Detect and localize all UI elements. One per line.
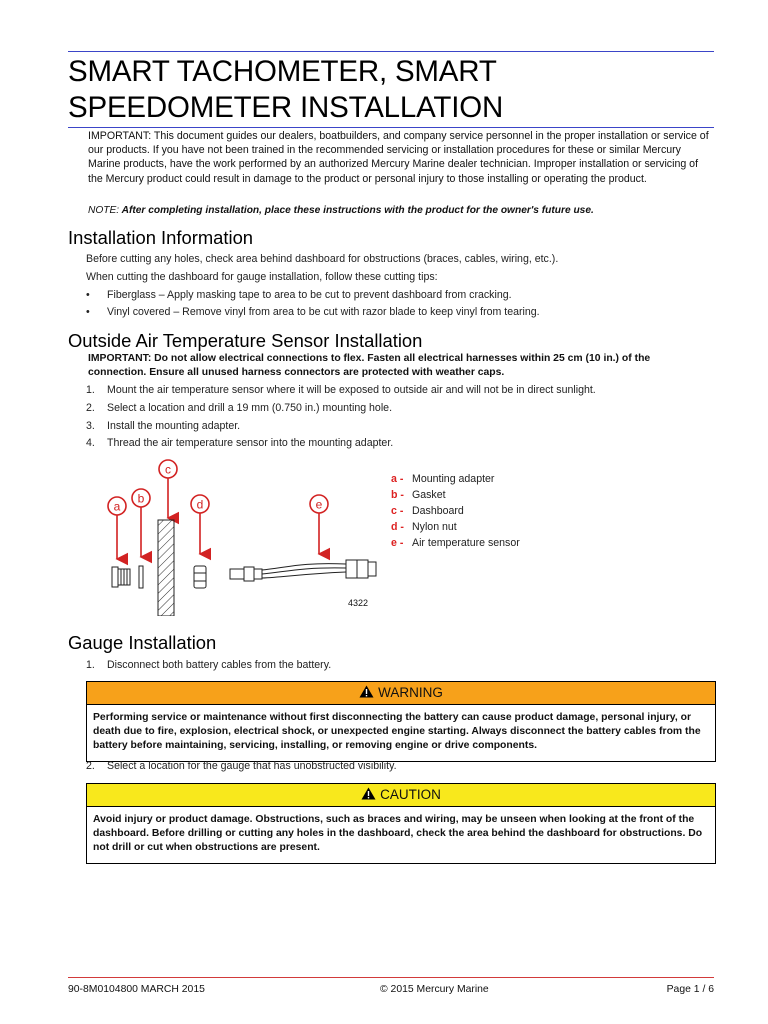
list-item: 2. Select a location and drill a 19 mm (0.750 in.) mounting hole. bbox=[86, 402, 393, 414]
note: NOTE: After completing installation, place these instructions with the product for the owner's future use. bbox=[88, 205, 594, 216]
installation-info-heading: Installation Information bbox=[68, 227, 254, 248]
list-item: 2. Select a location for the gauge that has unobstructed visibility. bbox=[86, 760, 397, 772]
bullet-icon: • bbox=[86, 306, 90, 318]
legend-item: e - Air temperature sensor bbox=[391, 537, 520, 549]
footer-rule bbox=[68, 977, 714, 978]
title-rule bbox=[68, 127, 714, 128]
warning-header: WARNING bbox=[87, 682, 715, 705]
gauge-install-heading: Gauge Installation bbox=[68, 632, 217, 653]
figure-number: 4322 bbox=[348, 598, 369, 608]
dashboard-panel bbox=[158, 520, 174, 616]
svg-text:d: d bbox=[196, 497, 204, 512]
install-info-p2: When cutting the dashboard for gauge installation, follow these cutting tips: bbox=[86, 271, 438, 283]
svg-text:c: c bbox=[165, 462, 171, 477]
caution-header: CAUTION bbox=[87, 784, 715, 807]
legend-item: b - Gasket bbox=[391, 489, 446, 501]
warning-triangle-icon bbox=[359, 685, 374, 698]
sensor-install-heading: Outside Air Temperature Sensor Installation bbox=[68, 330, 423, 351]
important-intro: IMPORTANT: This document guides our dealers, boatbuilders, and company service personnel in the proper installation or service of our products. If you have not been trained in the recommended servicing or installation procedures for these or similar Mercury Marine products, have the work performed by an authorized Mercury Marine dealer technician. Improper installation or servicing of the Mercury product could result in damage to the product or personal injury to those installing or operating the product. bbox=[88, 130, 709, 185]
svg-text:b: b bbox=[137, 491, 145, 506]
list-item: 4. Thread the air temperature sensor into the mounting adapter. bbox=[86, 437, 394, 449]
list-item: 1. Mount the air temperature sensor where it will be exposed to outside air and will not be in direct sunlight. bbox=[86, 384, 596, 396]
callout-d bbox=[191, 495, 209, 554]
list-item: • Vinyl covered – Remove vinyl from area to be cut with razor blade to keep vinyl from tearing. bbox=[86, 306, 540, 318]
air-temperature-sensor bbox=[230, 560, 376, 581]
bullet-icon: • bbox=[86, 289, 90, 301]
legend-item: a - Mounting adapter bbox=[391, 473, 495, 485]
copyright: © 2015 Mercury Marine bbox=[380, 984, 489, 995]
list-item: 3. Install the mounting adapter. bbox=[86, 420, 241, 432]
gasket bbox=[139, 566, 143, 588]
caution-text: Avoid injury or product damage. Obstructions, such as braces and wiring, may be unseen when looking at the front of the dashboard. Before drilling or cutting any holes in the dashboard, check the area behind the dashboard for obstructions. Do not drill or cut when obstructions are present. bbox=[93, 814, 703, 854]
svg-text:e: e bbox=[315, 497, 323, 512]
page-title: SMART TACHOMETER, SMART SPEEDOMETER INSTALLATION bbox=[68, 55, 504, 124]
warning-text: Performing service or maintenance without first disconnecting the battery can cause product damage, personal injury, or death due to fire, explosion, electrical shock, or unexpected engine starting. Always disconnect the battery cables from the battery before maintaining, servicing, installing, or removing engine or drive components. bbox=[93, 712, 701, 752]
caution-triangle-icon bbox=[361, 787, 376, 800]
callout-c bbox=[159, 460, 177, 518]
legend-item: c - Dashboard bbox=[391, 505, 464, 517]
doc-number: 90-8M0104800 MARCH 2015 bbox=[68, 984, 205, 995]
top-rule bbox=[68, 51, 714, 52]
page-number: Page 1 / 6 bbox=[666, 984, 714, 995]
legend-item: d - Nylon nut bbox=[391, 521, 457, 533]
callout-a bbox=[108, 497, 126, 559]
list-item: • Fiberglass – Apply masking tape to area to be cut to prevent dashboard from cracking. bbox=[86, 289, 512, 301]
install-info-p1: Before cutting any holes, check area behind dashboard for obstructions (braces, cables, wiring, etc.). bbox=[86, 253, 559, 265]
nylon-nut bbox=[194, 566, 206, 588]
sensor-diagram bbox=[100, 456, 390, 616]
warning-box bbox=[86, 681, 716, 762]
mounting-adapter bbox=[112, 567, 130, 587]
callout-b bbox=[132, 489, 150, 557]
callout-e bbox=[310, 495, 328, 554]
sensor-important: IMPORTANT: Do not allow electrical connections to flex. Fasten all electrical harnesses within 25 cm (10 in.) of the connection. Ensure all unused harness connectors are protected with weather caps. bbox=[88, 353, 651, 378]
caution-box bbox=[86, 783, 716, 864]
svg-text:a: a bbox=[113, 499, 121, 514]
list-item: 1. Disconnect both battery cables from the battery. bbox=[86, 659, 332, 671]
